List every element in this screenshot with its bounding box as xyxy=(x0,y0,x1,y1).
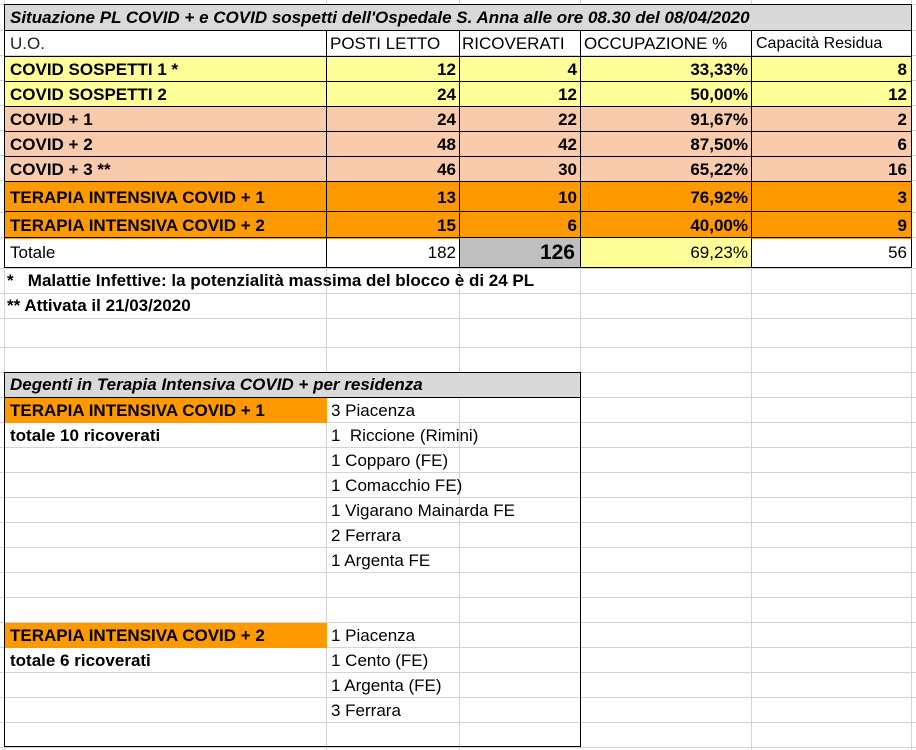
residence-group-name: TERAPIA INTENSIVA COVID + 1 xyxy=(5,398,327,423)
cell-capacita: 2 xyxy=(751,106,912,133)
residence-group-name: TERAPIA INTENSIVA COVID + 2 xyxy=(5,623,327,648)
cell-posti: 24 xyxy=(326,81,460,108)
residence-list-item: 1 Piacenza xyxy=(331,625,416,645)
cell-occupazione: 76,92% xyxy=(580,181,752,213)
residence-title: Degenti in Terapia Intensiva COVID + per residenza xyxy=(5,373,580,398)
cell-capacita: 8 xyxy=(751,56,912,83)
cell-uo: TERAPIA INTENSIVA COVID + 1 xyxy=(4,181,327,213)
totals-capacita-residua: 56 xyxy=(751,237,912,268)
cell-capacita: 12 xyxy=(751,81,912,108)
cell-occupazione: 40,00% xyxy=(580,211,752,239)
residence-list-item: 1 Copparo (FE) xyxy=(331,450,449,470)
cell-occupazione: 65,22% xyxy=(580,156,752,183)
gridline xyxy=(0,747,916,748)
residence-list-item: 1 Comacchio FE) xyxy=(331,475,463,495)
residence-list-item: 1 Argenta FE xyxy=(331,550,431,570)
cell-capacita: 16 xyxy=(751,156,912,183)
residence-list-item: 1 Vigarano Mainarda FE xyxy=(331,500,515,520)
cell-posti: 24 xyxy=(326,106,460,133)
cell-ricoverati: 10 xyxy=(459,181,581,213)
cell-uo: COVID SOSPETTI 1 * xyxy=(4,56,327,83)
cell-posti: 15 xyxy=(326,211,460,239)
cell-ricoverati: 12 xyxy=(459,81,581,108)
cell-occupazione: 33,33% xyxy=(580,56,752,83)
gridline xyxy=(0,318,916,319)
gridline xyxy=(0,347,916,348)
totals-ricoverati: 126 xyxy=(459,237,581,268)
cell-ricoverati: 22 xyxy=(459,106,581,133)
cell-uo: COVID + 3 ** xyxy=(4,156,327,183)
cell-occupazione: 91,67% xyxy=(580,106,752,133)
cell-occupazione: 87,50% xyxy=(580,131,752,158)
cell-posti: 48 xyxy=(326,131,460,158)
note-malattie-infettive: * Malattie Infettive: la potenzialità massima del blocco è di 24 PL xyxy=(7,270,535,290)
header-posti-letto: POSTI LETTO xyxy=(326,30,460,56)
residence-group-total: totale 6 ricoverati xyxy=(10,650,151,670)
cell-ricoverati: 30 xyxy=(459,156,581,183)
cell-uo: COVID SOSPETTI 2 xyxy=(4,81,327,108)
residence-list-item: 2 Ferrara xyxy=(331,525,401,545)
cell-capacita: 3 xyxy=(751,181,912,213)
cell-occupazione: 50,00% xyxy=(580,81,752,108)
totals-posti-letto: 182 xyxy=(326,237,460,268)
cell-ricoverati: 4 xyxy=(459,56,581,83)
cell-capacita: 9 xyxy=(751,211,912,239)
cell-uo: COVID + 1 xyxy=(4,106,327,133)
totals-occupazione: 69,23% xyxy=(580,237,752,268)
note-attivata: ** Attivata il 21/03/2020 xyxy=(7,295,191,315)
residence-list-item: 3 Piacenza xyxy=(331,400,416,420)
cell-ricoverati: 42 xyxy=(459,131,581,158)
cell-posti: 46 xyxy=(326,156,460,183)
cell-posti: 12 xyxy=(326,56,460,83)
totals-label: Totale xyxy=(4,237,327,268)
cell-uo: TERAPIA INTENSIVA COVID + 2 xyxy=(4,211,327,239)
residence-list-item: 1 Argenta (FE) xyxy=(331,675,442,695)
residence-list-item: 1 Riccione (Rimini) xyxy=(331,425,479,445)
residence-list-item: 1 Cento (FE) xyxy=(331,650,429,670)
header-ricoverati: RICOVERATI xyxy=(459,30,581,56)
cell-uo: COVID + 2 xyxy=(4,131,327,158)
main-table xyxy=(4,4,912,268)
cell-ricoverati: 6 xyxy=(459,211,581,239)
cell-posti: 13 xyxy=(326,181,460,213)
cell-capacita: 6 xyxy=(751,131,912,158)
table-title: Situazione PL COVID + e COVID sospetti dell'Ospedale S. Anna alle ore 08.30 del 08/04/2020 xyxy=(4,4,912,31)
residence-table xyxy=(4,372,581,747)
header-occupazione: OCCUPAZIONE % xyxy=(580,30,752,56)
header-capacita-residua: Capacità Residua xyxy=(751,30,912,56)
header-uo: U.O. xyxy=(4,30,327,56)
residence-group-total: totale 10 ricoverati xyxy=(10,425,161,445)
residence-list-item: 3 Ferrara xyxy=(331,700,401,720)
